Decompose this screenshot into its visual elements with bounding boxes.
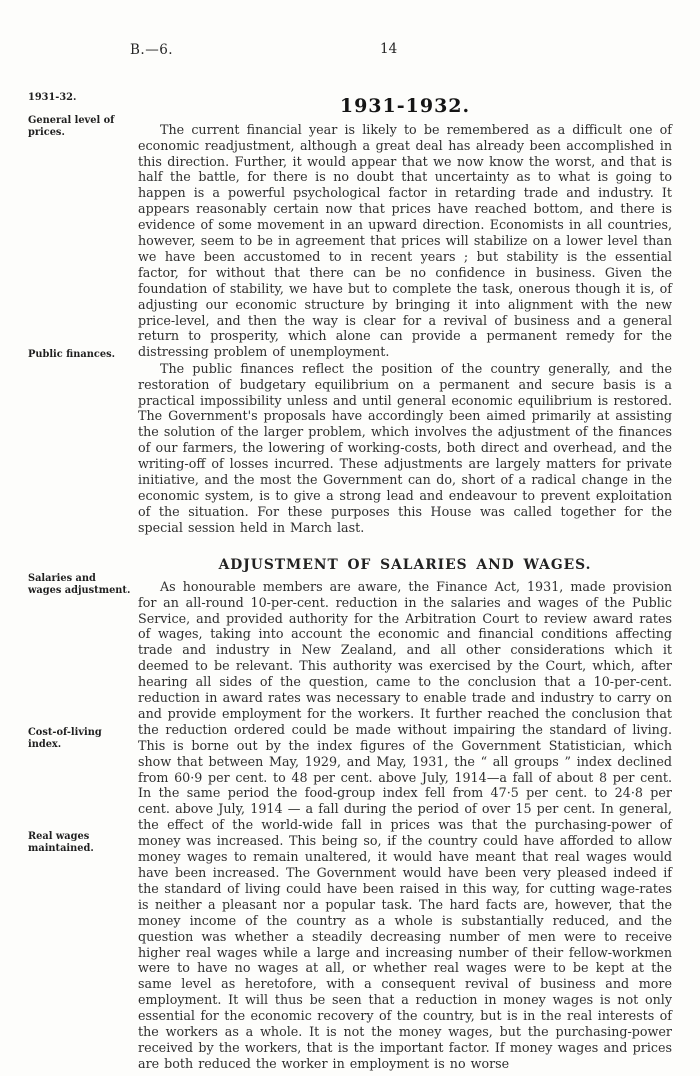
margin-note-general-level-of-prices: General level of prices.: [28, 115, 115, 138]
section-heading-adjustment-of-salaries-and-wages: ADJUSTMENT OF SALARIES AND WAGES.: [218, 557, 592, 574]
paragraph-general-level-of-prices: The current financial year is likely to be remembered as a difficult one of economic readjustment, although a great deal has already been accomplished in this direction. Further, it would appear that we now know the worst, and that is half the battle, for there is no doubt that uncertainty as to what is going to happen is a powerful psychological factor in retarding trade and industry. It appears reasonably certain now that prices have reached bottom, and there is evidence of some movement in an upward direction. Economists in all countries, however, seem to be in agreement that prices will stabilize on a lower level than we have been accustomed to in recent years ; but stability is the essential factor, for without that there can be no confidence in business. Given the foundation of stability, we have but to complete the task, onerous though it is, of adjusting our economic structure by bringing it into alignment with the new price-level, and then the way is clear for a revival of business and a general return to prosperity, which alone can provide a permanent remedy for the distressing problem of unemployment.: [138, 121, 672, 360]
page-title: 1931-1932.: [339, 94, 471, 117]
margin-note-cost-of-living-index: Cost-of-living index.: [28, 727, 102, 750]
page-number: 14: [380, 41, 398, 57]
paragraph-public-finances: The public finances reflect the position of the country generally, and the restoration of budgetary equilibrium on a permanent and secure basis is a practical impossibility unless and until general economic equilibrium is restored. The Government's proposals have accordingly been aimed primarily at assisting the solution of the larger problem, which involves the adjustment of the finances of our farmers, the lowering of working-costs, both direct and overhead, and the writing-off of losses incurred. These adjustments are largely matters for private initiative, and the most the Government can do, short of a radical change in the economic system, is to give a strong lead and endeavour to prevent exploitation of the situation. For these purposes this House was called together for the special session held in March last.: [138, 360, 672, 535]
margin-note-public-finances: Public finances.: [28, 349, 115, 360]
margin-note-real-wages-maintained: Real wages maintained.: [28, 831, 94, 854]
margin-note-year: 1931-32.: [28, 92, 77, 103]
paragraph-salaries-and-wages: As honourable members are aware, the Finance Act, 1931, made provision for an all-round 10-per-cent. reduction in the salaries and wages of the Public Service, and provided authority for the Arbitration Court to review award rates of wages, taking into account the economic and financial conditions affecting trade and industry in New Zealand, and all other considerations which it deemed to be relevant. This authority was exercised by the Court, which, after hearing all sides of the question, came to the conclusion that a 10-per-cent. reduction in award rates was necessary to enable trade and industry to carry on and provide employment for the workers. It further reached the conclusion that the reduction ordered could be made without impairing the standard of living. This is borne out by the index figures of the Government Statistician, which show that between May, 1929, and May, 1931, the “ all groups ” index declined from 60·9 per cent. to 48 per cent. above July, 1914—a fall of about 8 per cent. In the same period the food-group index fell from 47·5 per cent. to 24·8 per cent. above July, 1914 — a fall during the period of over 15 per cent. In general, the effect of the world-wide fall in prices was that the purchasing-power of money was increased. This being so, if the country could have afforded to allow money wages to remain unaltered, it would have meant that real wages would have been increased. The Government would have been very pleased indeed if the standard of living could have been raised in this way, for cutting wage-rates is neither a pleasant nor a popular task. The hard facts are, however, that the money income of the country as a whole is substantially reduced, and the question was whether a steadily decreasing number of men were to receive higher real wages while a large and increasing number of their fellow-workmen were to have no wages at all, or whether real wages were to be kept at the same level as heretofore, with a consequent revival of business and more employment. It will thus be seen that a reduction in money wages is not only essential for the economic recovery of the country, but is in the real interests of the workers as a whole. It is not the money wages, but the purchasing-power received by the workers, that is the important factor. If money wages and prices are both reduced the worker in employment is no worse: [138, 578, 672, 1071]
document-reference: B.—6.: [130, 42, 174, 58]
margin-note-salaries-wages-adjustment: Salaries and wages adjustment.: [28, 573, 131, 596]
